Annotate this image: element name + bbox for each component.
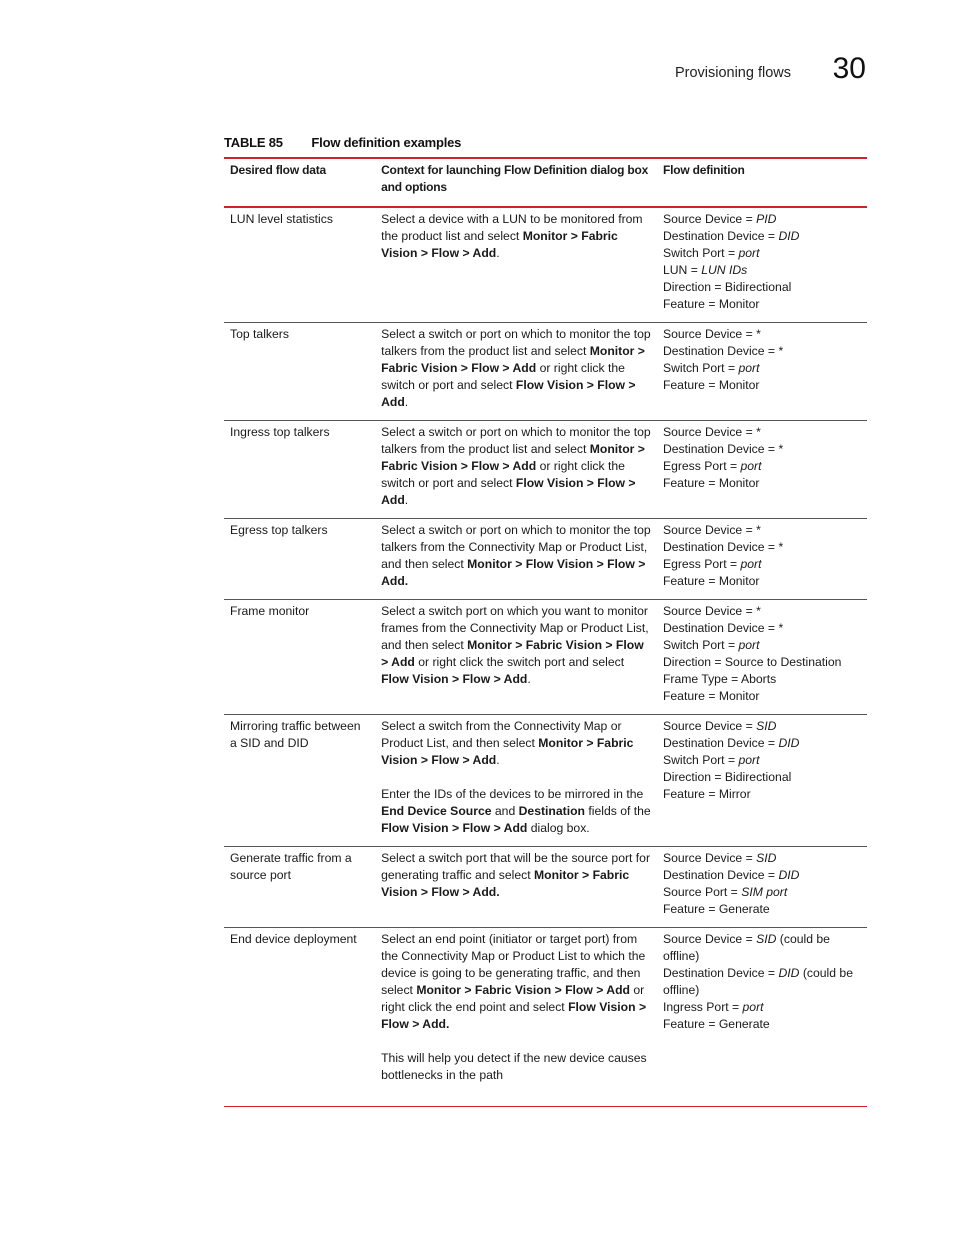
definition-line: [663, 475, 861, 492]
column-header-desired: Desired flow data: [224, 158, 375, 207]
definition-line: [663, 603, 861, 620]
definition-line: [663, 735, 861, 752]
flow-definition-cell: [657, 421, 867, 519]
text-segment: SID: [756, 719, 777, 733]
text-segment: Source Port =: [662, 885, 742, 899]
text-segment: DID: [778, 966, 800, 980]
text-segment: port: [738, 753, 760, 767]
desired-flow-data-cell: End device deployment: [230, 932, 357, 946]
text-segment: Monitor > Flow Vision > Flow > Add.: [381, 557, 646, 588]
text-segment: Switch Port =: [662, 246, 739, 260]
definition-line: [663, 458, 861, 475]
text-segment: SIM port: [741, 885, 788, 899]
text-segment: Feature = Monitor: [662, 689, 760, 703]
definition-line: [663, 867, 861, 884]
text-segment: .: [404, 395, 409, 409]
flow-definition-cell: [657, 928, 867, 1107]
text-segment: Source Device =: [662, 212, 757, 226]
definition-line: [663, 931, 861, 965]
text-segment: Select a switch port on which you want to monitor frames from the Connectivity Map or Product List, and then select: [381, 604, 649, 652]
text-segment: Ingress Port =: [662, 1000, 743, 1014]
definition-line: [663, 654, 861, 671]
context-paragraph: [381, 786, 651, 837]
context-paragraph: [381, 326, 651, 411]
definition-line: [663, 884, 861, 901]
section-title: Provisioning flows: [674, 65, 791, 81]
definition-line: [663, 377, 861, 394]
table-caption: [224, 135, 867, 150]
context-cell: [375, 519, 657, 600]
text-segment: .: [496, 246, 500, 260]
definition-line: [663, 296, 861, 313]
table-title: Flow definition examples: [311, 135, 462, 150]
text-segment: Source Device = *: [662, 327, 761, 341]
desired-flow-data-cell: Egress top talkers: [224, 519, 375, 600]
text-segment: Switch Port =: [662, 638, 739, 652]
definition-line: [663, 786, 861, 803]
table-label: TABLE 85: [224, 135, 283, 150]
text-segment: Flow Vision > Flow > Add.: [381, 1000, 647, 1031]
definition-line: [663, 637, 861, 654]
context-paragraph: [381, 424, 651, 509]
text-segment: SID: [756, 932, 777, 946]
text-segment: SID: [756, 851, 777, 865]
definition-line: [663, 718, 861, 735]
context-cell: [375, 207, 657, 323]
text-segment: Destination Device = *: [662, 540, 784, 554]
table-row: [224, 600, 867, 715]
column-header-context: Context for launching Flow Definition dialog box and options: [375, 158, 657, 207]
context-paragraph: [381, 850, 651, 901]
text-segment: or right click the switch port and select: [414, 655, 625, 669]
context-cell: [375, 928, 657, 1107]
definition-line: [663, 1016, 861, 1033]
text-segment: Direction = Bidirectional: [662, 770, 792, 784]
flow-definition-cell: [657, 847, 867, 928]
definition-line: [663, 620, 861, 637]
text-segment: Feature = Generate: [662, 1017, 770, 1031]
text-segment: Destination: [518, 804, 585, 818]
text-segment: End Device Source: [381, 804, 492, 818]
definition-line: [663, 999, 861, 1016]
text-segment: port: [740, 557, 762, 571]
text-segment: Select a switch or port on which to monitor the top talkers from the product list and select: [381, 425, 651, 456]
table-row: [224, 207, 867, 323]
text-segment: or right click the switch or port and select: [381, 361, 625, 392]
text-segment: Destination Device =: [662, 229, 779, 243]
text-segment: Feature = Monitor: [662, 574, 760, 588]
text-segment: Monitor > Fabric Vision > Flow > Add: [381, 442, 645, 473]
text-segment: Monitor > Fabric Vision > Flow > Add: [381, 344, 645, 375]
table-row: [224, 421, 867, 519]
flow-definition-cell: [657, 600, 867, 715]
text-segment: port: [740, 459, 762, 473]
text-segment: .: [404, 493, 409, 507]
text-segment: port: [738, 361, 760, 375]
text-segment: Monitor > Fabric Vision > Flow > Add.: [381, 868, 630, 899]
definition-line: [663, 901, 861, 918]
table-body: [224, 207, 867, 1107]
text-segment: Destination Device = *: [662, 621, 784, 635]
text-segment: Monitor > Fabric Vision > Flow > Add: [416, 983, 630, 997]
definition-line: [663, 573, 861, 590]
context-paragraph: [381, 522, 651, 590]
text-segment: Egress Port =: [662, 459, 741, 473]
context-paragraph: [381, 211, 651, 262]
table-header: [224, 158, 867, 207]
text-segment: Direction = Source to Destination: [662, 655, 842, 669]
text-segment: Feature = Mirror: [662, 787, 751, 801]
definition-line: [663, 245, 861, 262]
context-cell: [375, 847, 657, 928]
table-row: [224, 847, 867, 928]
text-segment: Destination Device =: [662, 868, 779, 882]
desired-flow-data-cell: Frame monitor: [224, 600, 375, 715]
flow-definition-cell: [657, 715, 867, 847]
text-segment: PID: [756, 212, 777, 226]
context-cell: [375, 600, 657, 715]
text-segment: port: [738, 638, 760, 652]
text-segment: Enter the IDs of the devices to be mirrored in the: [381, 787, 644, 801]
table-row: [224, 715, 867, 847]
text-segment: Switch Port =: [662, 753, 739, 767]
text-segment: Destination Device = *: [662, 344, 784, 358]
text-segment: Source Device =: [662, 851, 757, 865]
context-cell: [375, 421, 657, 519]
text-segment: Flow Vision > Flow > Add: [381, 672, 528, 686]
text-segment: Destination Device = *: [662, 442, 784, 456]
definition-line: [663, 769, 861, 786]
text-segment: Select a switch from the Connectivity Map or Product List, and then select: [381, 719, 622, 750]
text-segment: Select a device with a LUN to be monitored from the product list and select: [381, 212, 643, 243]
text-segment: Feature = Monitor: [662, 476, 760, 490]
desired-flow-data-cell: LUN level statistics: [224, 207, 375, 323]
definition-line: [663, 211, 861, 228]
text-segment: .: [527, 672, 531, 686]
desired-flow-data-cell: Ingress top talkers: [224, 421, 375, 519]
text-segment: dialog box.: [527, 821, 590, 835]
flow-definition-table: [224, 157, 867, 1107]
table-row: [224, 928, 867, 1107]
context-cell: [375, 323, 657, 421]
text-segment: DID: [778, 736, 800, 750]
text-segment: .: [496, 753, 500, 767]
text-segment: Frame Type = Aborts: [662, 672, 777, 686]
flow-definition-cell: [657, 323, 867, 421]
text-segment: (could be offline): [662, 966, 853, 997]
text-segment: Monitor > Fabric Vision > Flow > Add: [381, 736, 634, 767]
text-segment: Feature = Monitor: [662, 378, 760, 392]
text-segment: Direction = Bidirectional: [662, 280, 792, 294]
text-segment: Select a switch or port on which to monitor the top talkers from the product list and select: [381, 327, 651, 358]
text-segment: Select an end point (initiator or target port) from the Connectivity Map or Product List to which the device is going to be generating traffic, and then select: [381, 932, 646, 997]
text-segment: Destination Device =: [662, 966, 779, 980]
text-segment: Flow Vision > Flow > Add: [381, 821, 528, 835]
text-segment: Source Device =: [662, 719, 757, 733]
definition-line: [663, 965, 861, 999]
definition-line: [663, 228, 861, 245]
text-segment: or right click the end point and select: [381, 983, 645, 1014]
text-segment: Destination Device =: [662, 736, 779, 750]
text-segment: fields of the: [584, 804, 651, 818]
text-segment: LUN IDs: [701, 263, 748, 277]
desired-flow-data-cell: Top talkers: [224, 323, 375, 421]
definition-line: [663, 688, 861, 705]
desired-flow-data-cell: Generate traffic from a source port: [224, 847, 375, 928]
text-segment: This will help you detect if the new device causes bottlenecks in the path: [381, 1051, 647, 1082]
text-segment: Egress Port =: [662, 557, 741, 571]
column-header-definition: Flow definition: [657, 158, 867, 207]
context-paragraph: [381, 603, 651, 688]
text-segment: port: [742, 1000, 764, 1014]
definition-line: [663, 343, 861, 360]
text-segment: Select a switch port that will be the source port for generating traffic and select: [381, 851, 651, 882]
text-segment: Monitor > Fabric Vision > Flow > Add: [381, 229, 618, 260]
text-segment: Monitor > Fabric Vision > Flow > Add: [381, 638, 644, 669]
flow-definition-cell: [657, 519, 867, 600]
text-segment: Select a switch or port on which to monitor the top talkers from the Connectivity Map or Product List, and then select: [381, 523, 651, 571]
text-segment: Flow Vision > Flow > Add: [381, 378, 636, 409]
context-paragraph: [381, 1050, 651, 1084]
flow-definition-cell: [657, 207, 867, 323]
text-segment: Source Device = *: [662, 425, 761, 439]
text-segment: or right click the switch or port and select: [381, 459, 625, 490]
text-segment: Switch Port =: [662, 361, 739, 375]
text-segment: DID: [778, 229, 800, 243]
text-segment: and: [491, 804, 519, 818]
definition-line: [663, 671, 861, 688]
context-paragraph: [381, 931, 651, 1033]
text-segment: Feature = Monitor: [662, 297, 760, 311]
text-segment: Feature = Generate: [662, 902, 770, 916]
text-segment: (could be offline): [662, 932, 830, 963]
table-row: [224, 323, 867, 421]
definition-line: [663, 262, 861, 279]
context-cell: [375, 715, 657, 847]
header-row: [224, 158, 867, 207]
text-segment: Flow Vision > Flow > Add: [381, 476, 636, 507]
text-segment: Source Device = *: [662, 604, 761, 618]
text-segment: DID: [778, 868, 800, 882]
text-segment: Source Device = *: [662, 523, 761, 537]
definition-line: [663, 326, 861, 343]
context-paragraph: [381, 718, 651, 769]
text-segment: LUN =: [662, 263, 702, 277]
definition-line: [663, 279, 861, 296]
desired-flow-data-cell: Mirroring traffic between a SID and DID: [224, 715, 375, 847]
table-row: [224, 519, 867, 600]
definition-line: [663, 522, 861, 539]
definition-line: [663, 360, 861, 377]
definition-line: [663, 850, 861, 867]
chapter-number: 30: [832, 52, 866, 85]
definition-line: [663, 752, 861, 769]
definition-line: [663, 441, 861, 458]
definition-line: [663, 424, 861, 441]
definition-line: [663, 539, 861, 556]
definition-line: [663, 556, 861, 573]
text-segment: port: [738, 246, 760, 260]
text-segment: Source Device =: [662, 932, 757, 946]
